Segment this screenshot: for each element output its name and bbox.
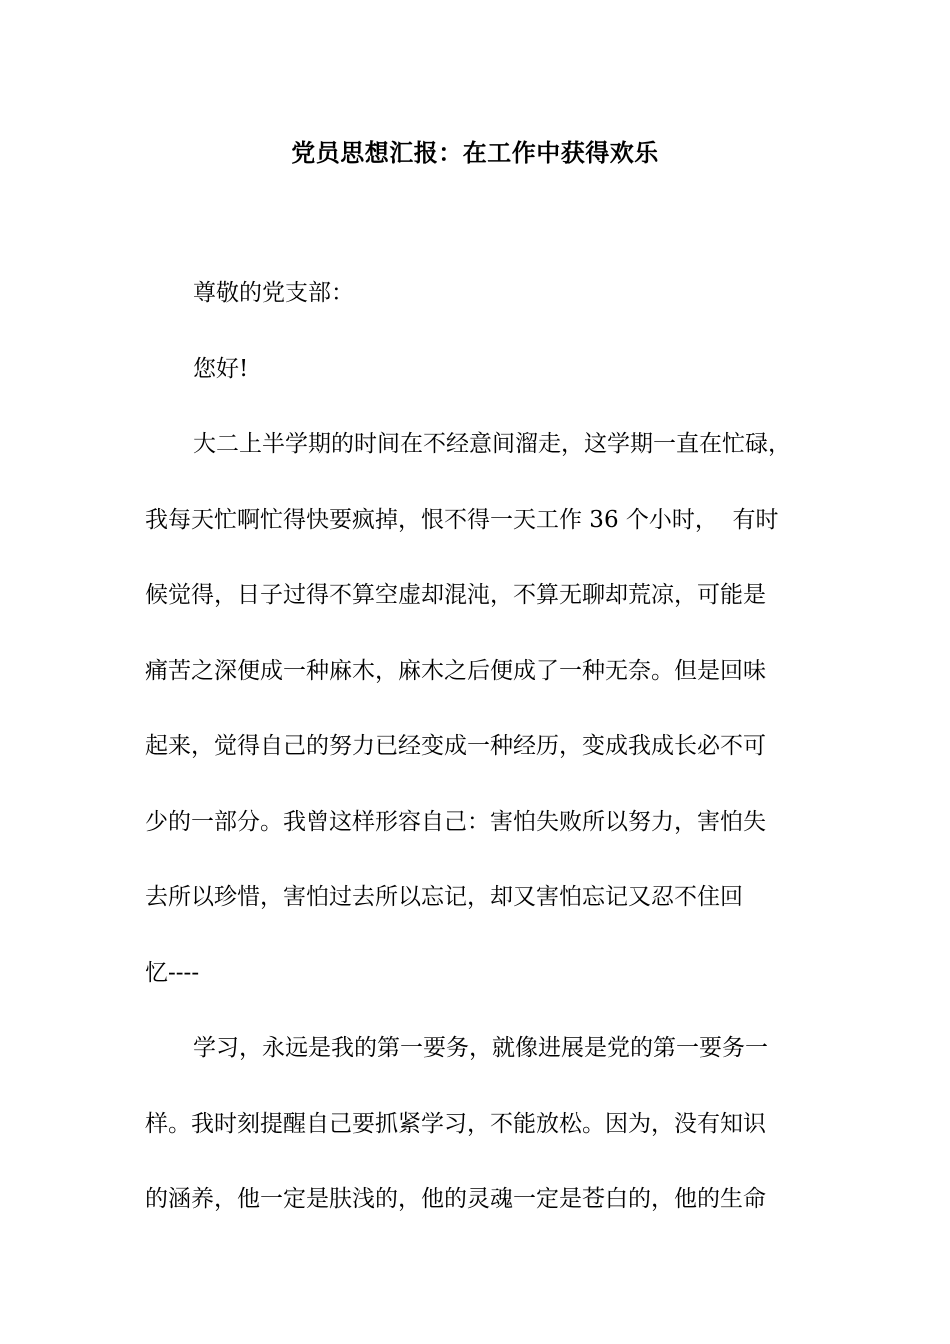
page-title: 党员思想汇报：在工作中获得欢乐 xyxy=(291,139,659,167)
paragraph-line: 少的一部分。我曾这样形容自己：害怕失败所以努力，害怕失 xyxy=(145,808,766,835)
paragraph-line: 去所以珍惜，害怕过去所以忘记，却又害怕忘记又忍不住回 xyxy=(145,884,743,910)
document-body xyxy=(145,256,810,1238)
greeting: 您好! xyxy=(193,355,249,382)
paragraph-line: 忆---- xyxy=(145,959,200,986)
paragraph-line: 痛苦之深便成一种麻木，麻木之后便成了一种无奈。但是回味 xyxy=(145,657,766,684)
paragraph-line: 起来，觉得自己的努力已经变成一种经历，变成我成长必不可 xyxy=(145,733,766,759)
paragraph-line: 我每天忙啊忙得快要疯掉，恨不得一天工作 36 个小时， 有时 xyxy=(145,506,779,533)
paragraph-line: 的涵养，他一定是肤浅的，他的灵魂一定是苍白的，他的生命 xyxy=(145,1186,766,1212)
salutation: 尊敬的党支部： xyxy=(193,280,354,306)
paragraph-line: 大二上半学期的时间在不经意间溜走，这学期一直在忙碌， xyxy=(193,431,791,457)
paragraph-line: 样。我时刻提醒自己要抓紧学习，不能放松。因为，没有知识 xyxy=(145,1110,766,1137)
paragraph-line: 候觉得，日子过得不算空虚却混沌，不算无聊却荒凉，可能是 xyxy=(145,582,766,608)
paragraph-line: 学习，永远是我的第一要务，就像进展是党的第一要务一 xyxy=(193,1035,768,1061)
